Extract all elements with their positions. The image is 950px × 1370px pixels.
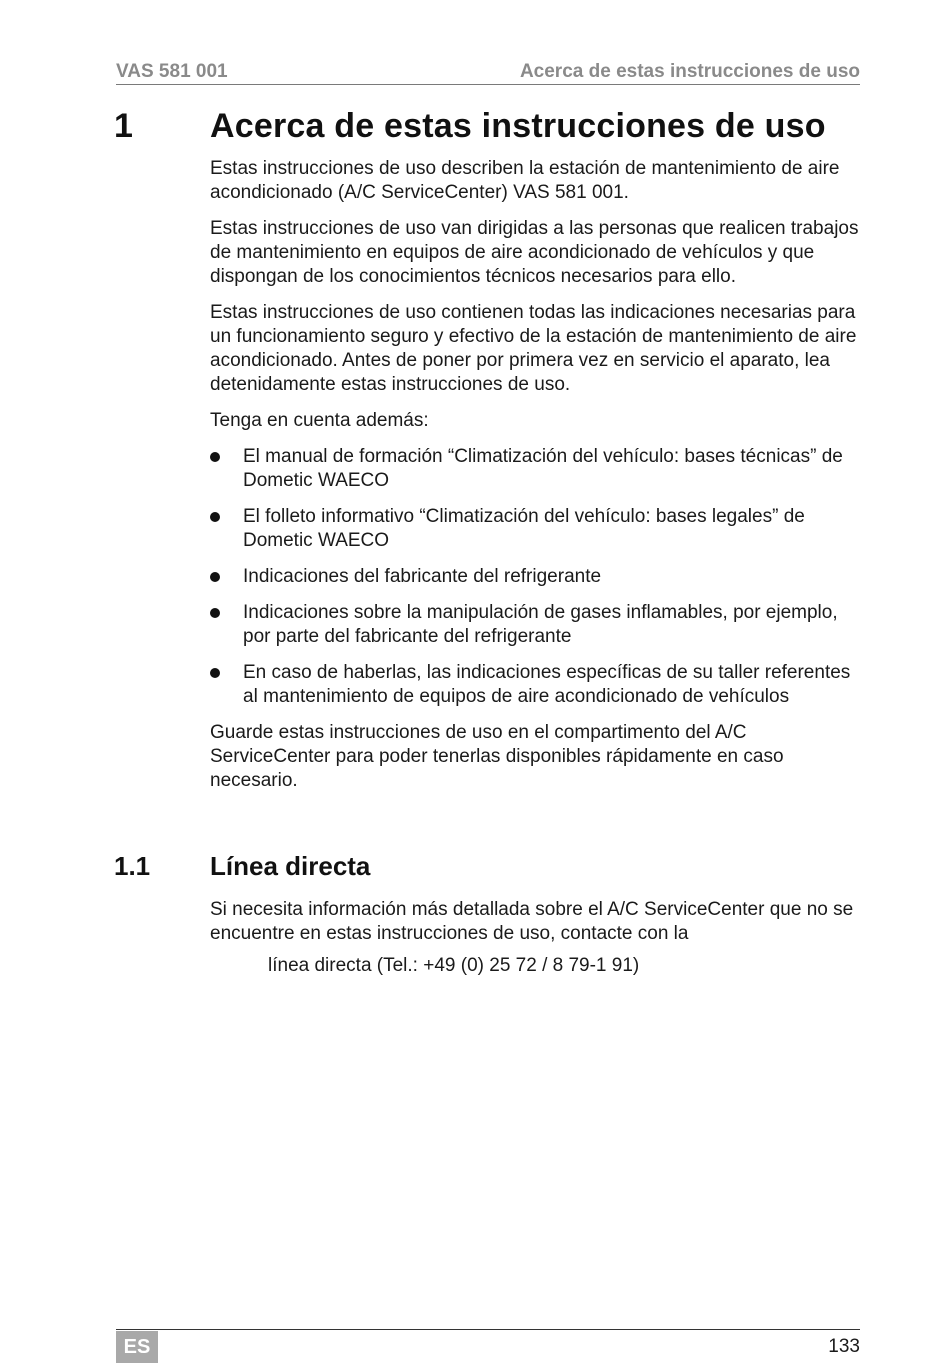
language-badge: ES (116, 1331, 158, 1363)
intro-paragraph: Estas instrucciones de uso describen la estación de mantenimiento de aire acondicionado (A/C ServiceCenter) VAS 581 001. (210, 158, 840, 203)
header-chapter-title: Acerca de estas instrucciones de uso (519, 61, 860, 82)
bullet-icon (210, 512, 220, 522)
section-body (210, 157, 860, 805)
audience-paragraph: Estas instrucciones de uso van dirigidas a las personas que realicen trabajos de mantenimiento en equipos de aire acondicionado de vehículos y que dispongan de los conocimientos técnicos necesarios para ello. (210, 218, 859, 287)
list-item-text: Indicaciones sobre la manipulación de gases inflamables, por ejemplo, por parte del fabricante del refrigerante (243, 602, 838, 647)
running-header (116, 58, 860, 85)
list-item (210, 661, 860, 709)
header-product-code: VAS 581 001 (116, 61, 228, 82)
hotline-number: línea directa (Tel.: +49 (0) 25 72 / 8 79-1 91) (268, 955, 640, 976)
closing-paragraph: Guarde estas instrucciones de uso en el compartimento del A/C ServiceCenter para poder tenerlas disponibles rápidamente en caso necesario. (210, 722, 784, 791)
list-item (210, 445, 860, 493)
section-title: Acerca de estas instrucciones de uso (210, 107, 826, 145)
list-item (210, 505, 860, 553)
section-number: 1 (114, 107, 134, 145)
footer-divider (116, 1329, 860, 1330)
page-number: 133 (828, 1336, 860, 1357)
list-item (210, 565, 860, 589)
list-item-text: Indicaciones del fabricante del refrigerante (243, 566, 602, 587)
list-item-text: En caso de haberlas, las indicaciones específicas de su taller referentes al mantenimiento de equipos de aire acondicionado de vehículos (243, 662, 851, 707)
list-item (210, 601, 860, 649)
bullet-icon (210, 608, 220, 618)
list-item-text: El manual de formación “Climatización del vehículo: bases técnicas” de Dometic WAECO (243, 446, 843, 491)
bullet-icon (210, 572, 220, 582)
reference-list (210, 445, 860, 709)
subsection-number: 1.1 (114, 851, 151, 881)
bullet-icon (210, 668, 220, 678)
note-lead-paragraph: Tenga en cuenta además: (210, 410, 429, 431)
bullet-icon (210, 452, 220, 462)
subsection-title: Línea directa (210, 851, 371, 881)
hotline-intro-paragraph: Si necesita información más detallada sobre el A/C ServiceCenter que no se encuentre en estas instrucciones de uso, contacte con la (210, 899, 854, 944)
contents-paragraph: Estas instrucciones de uso contienen todas las indicaciones necesarias para un funcionamiento seguro y efectivo de la estación de mantenimiento de aire acondicionado. Antes de poner por primera vez en servicio el aparato, lea detenidamente estas instrucciones de uso. (210, 302, 857, 395)
subsection-body (210, 898, 860, 986)
list-item-text: El folleto informativo “Climatización del vehículo: bases legales” de Dometic WAECO (243, 506, 805, 551)
